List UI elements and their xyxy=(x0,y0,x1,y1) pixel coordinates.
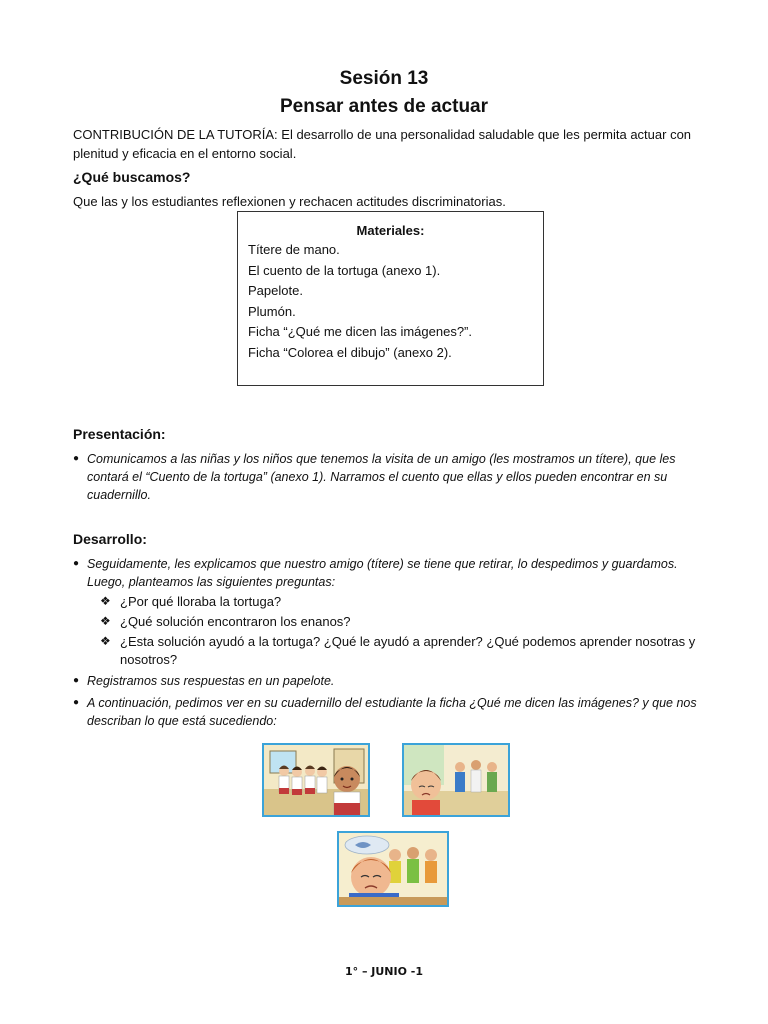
question-item xyxy=(100,613,700,631)
materials-item: Ficha “Colorea el dibujo” (anexo 2). xyxy=(248,344,452,360)
bullet-icon: ● xyxy=(73,558,80,569)
bullet-icon: ● xyxy=(73,453,80,464)
page-footer: 1° – JUNIO -1 xyxy=(344,965,424,978)
presentacion-heading: Presentación: xyxy=(73,426,166,442)
materials-item: El cuento de la tortuga (anexo 1). xyxy=(248,262,441,278)
session-subtitle: Pensar antes de actuar xyxy=(279,96,489,117)
question-item xyxy=(100,633,700,668)
session-title: Sesión 13 xyxy=(339,68,429,89)
materials-item: Títere de mano. xyxy=(248,242,340,257)
desarrollo-bullet-text: Seguidamente, les explicamos que nuestro amigo (títere) se tiene que retirar, lo despedimos y guardamos. Luego, planteamos las siguientes preguntas: xyxy=(87,557,678,589)
desarrollo-bullet-text: A continuación, pedimos ver en su cuadernillo del estudiante la ficha ¿Qué me dicen las imágenes? y que nos describan lo que está sucediendo: xyxy=(87,696,697,728)
bullet-icon: ● xyxy=(73,697,80,708)
desarrollo-heading: Desarrollo: xyxy=(73,531,147,547)
question-item xyxy=(100,593,700,611)
desarrollo-bullet-text: Registramos sus respuestas en un papelote. xyxy=(87,674,335,688)
materials-item: Papelote. xyxy=(248,283,303,298)
presentacion-bullet-text: Comunicamos a las niñas y los niños que tenemos la visita de un amigo (les mostramos un títere), que les contará el “Cuento de la tortuga” (anexo 1). Narramos el cuento que ellas y ellos pueden encontrar en su cuadernillo. xyxy=(87,452,676,502)
desarrollo-bullet xyxy=(73,672,703,690)
bullet-icon: ● xyxy=(73,675,80,686)
illustration-crying-boy xyxy=(337,831,449,907)
materials-item: Plumón. xyxy=(248,303,296,319)
desarrollo-bullet xyxy=(73,555,703,591)
que-buscamos-text: Que las y los estudiantes reflexionen y rechacen actitudes discriminatorias. xyxy=(73,194,506,209)
question-text: ¿Esta solución ayudó a la tortuga? ¿Qué le ayudó a aprender? ¿Qué podemos aprender nosotras y nosotros? xyxy=(120,634,696,667)
presentacion-bullet xyxy=(73,450,703,504)
illustration-classroom xyxy=(262,743,370,817)
diamond-bullet-icon: ❖ xyxy=(100,634,111,648)
diamond-bullet-icon: ❖ xyxy=(100,594,111,608)
materials-box xyxy=(237,211,544,386)
illustration-sad-boy xyxy=(402,743,510,817)
desarrollo-bullet xyxy=(73,694,703,730)
question-text: ¿Qué solución encontraron los enanos? xyxy=(120,614,351,629)
que-buscamos-heading: ¿Qué buscamos? xyxy=(73,169,191,185)
question-text: ¿Por qué lloraba la tortuga? xyxy=(120,594,282,609)
materials-item: Ficha “¿Qué me dicen las imágenes?”. xyxy=(248,324,472,339)
materials-title: Materiales: xyxy=(356,223,425,238)
contribution-text: CONTRIBUCIÓN DE LA TUTORÍA: El desarrollo de una personalidad saludable que les permita actuar con plenitud y eficacia en el entorno social. xyxy=(73,127,692,161)
diamond-bullet-icon: ❖ xyxy=(100,614,111,628)
